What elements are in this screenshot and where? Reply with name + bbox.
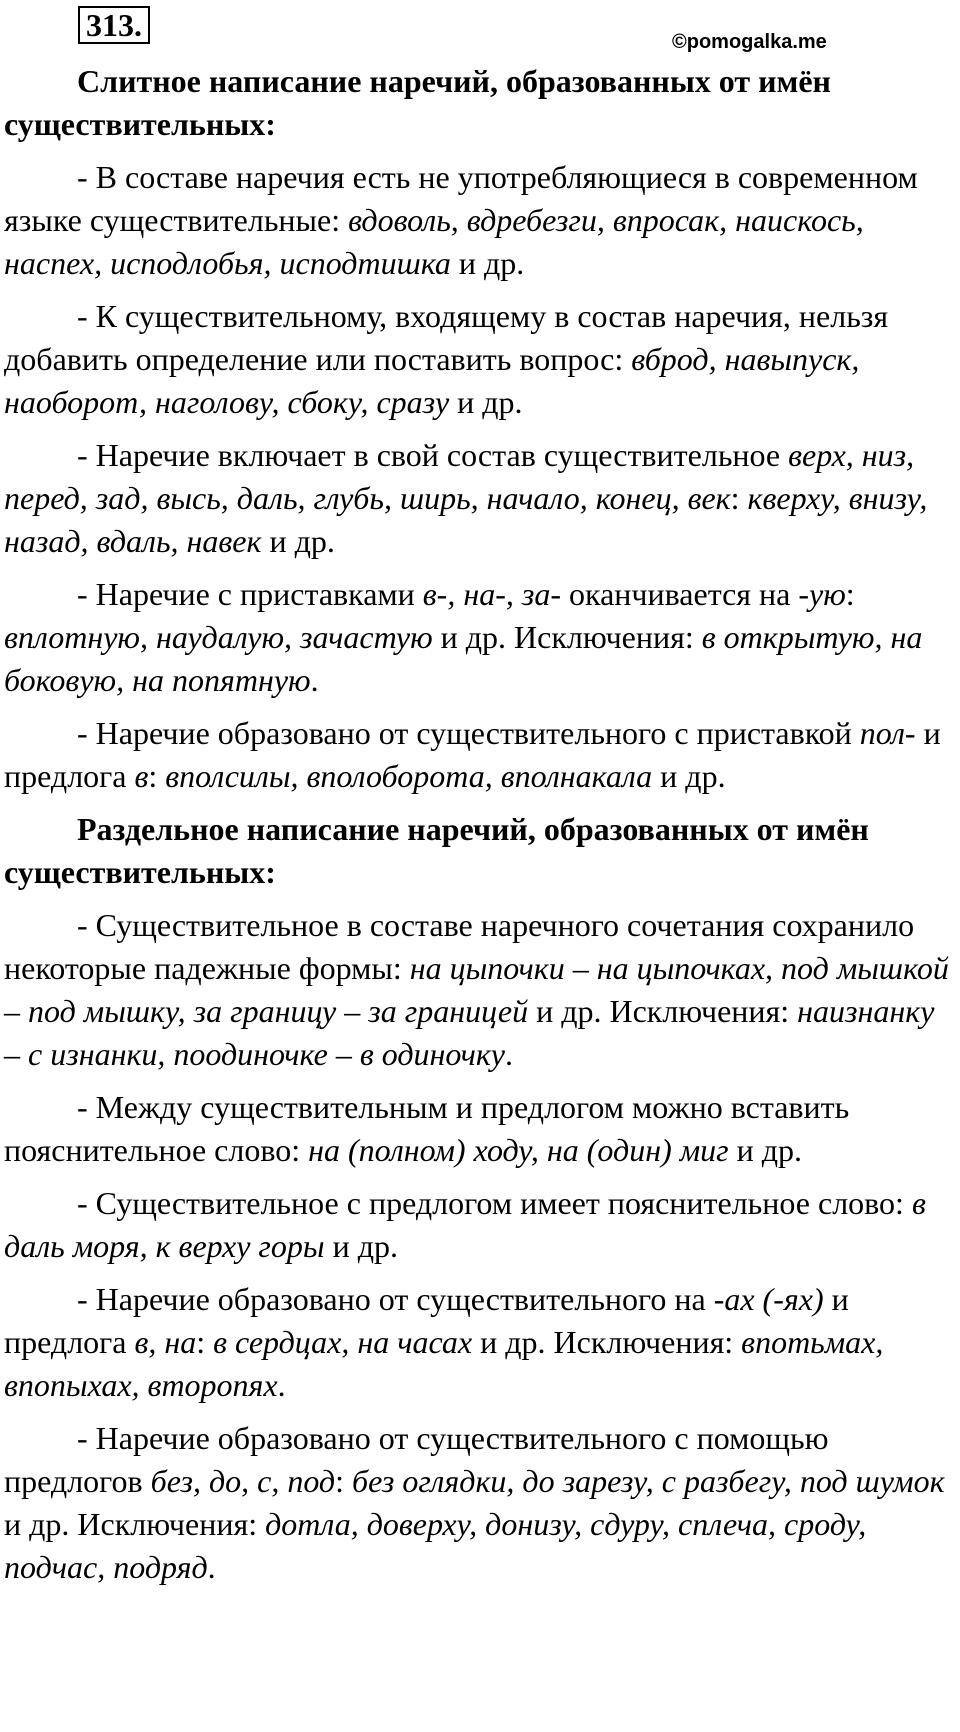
rule-text: - Наречие с приставками [77, 576, 423, 612]
rule-text: . [505, 1036, 513, 1072]
rule-text: и др. [261, 523, 335, 559]
rule-paragraph [4, 712, 956, 798]
rule-text: и предлога [4, 715, 941, 794]
example-words: верх, низ, перед, зад, высь, даль, глубь, ширь, начало, конец, век [4, 437, 915, 516]
example-words: вполсилы, вполоборота, вполнакала [165, 758, 653, 794]
rule-text: и др. [450, 245, 525, 281]
example-words: пол- [859, 715, 916, 751]
example-words: впотьмах, впопыхах, второпях [4, 1324, 884, 1403]
example-words: наизнанку – с изнанки, поодиночке – в одиночку [4, 993, 935, 1072]
rule-text: и др. Исключения: [472, 1324, 742, 1360]
rule-text: - Наречие включает в свой состав существительное [77, 437, 789, 473]
example-words: без, до, с, под [150, 1463, 336, 1499]
rule-text: и др. [652, 758, 726, 794]
example-words: вброд, навыпуск, наоборот, наголову, сбоку, сразу [4, 341, 860, 420]
rule-text: и предлога [4, 1281, 849, 1360]
rule-paragraph [4, 1417, 956, 1589]
rule-paragraph [4, 1278, 956, 1407]
rule-paragraph [4, 573, 956, 702]
rule-paragraph [4, 295, 956, 424]
example-words: на (полном) ходу, на (один) миг [308, 1132, 729, 1168]
example-words: -ах (-ях) [713, 1281, 824, 1317]
rule-text: . [310, 662, 319, 698]
watermark: ©pomogalka.me [672, 31, 827, 53]
example-words: -ую [798, 576, 846, 612]
rule-paragraph [4, 904, 956, 1076]
rule-text: оканчивается на [561, 576, 799, 612]
rule-text: : [335, 1463, 352, 1499]
rule-text: - Наречие образовано от существительного на [77, 1281, 714, 1317]
example-words: в, на [134, 1324, 197, 1360]
rule-text: - Наречие образовано от существительного с приставкой [77, 715, 860, 751]
rule-text: - Наречие образовано от существительного с помощью предлогов [4, 1420, 829, 1499]
rule-text: : [196, 1324, 214, 1360]
rule-text: - Между существительным и предлогом можно вставить пояснительное слово: [4, 1089, 850, 1168]
example-words: в [134, 758, 149, 794]
rule-paragraph [4, 1182, 956, 1268]
example-words: в открытую, на боковую, на попятную [4, 619, 923, 698]
rule-paragraph [4, 434, 956, 563]
section1-rules [4, 156, 956, 798]
section-heading-merged: Слитное написание наречий, образованных от имён существительных: [4, 63, 831, 142]
rule-paragraph [4, 156, 956, 285]
section2-rules [4, 904, 956, 1589]
rule-text: . [207, 1549, 216, 1585]
rule-text: . [277, 1367, 286, 1403]
rule-text: - Существительное в составе наречного сочетания сохранило некоторые падежные формы: [4, 907, 915, 986]
rule-text: и др. [324, 1228, 398, 1264]
example-words: дотла, доверху, донизу, сдуру, сплеча, сроду, подчас, подряд [4, 1506, 867, 1585]
rule-text: : [845, 576, 855, 612]
rule-text: - Существительное с предлогом имеет пояснительное слово: [77, 1185, 912, 1221]
section-heading-separate: Раздельное написание наречий, образованных от имён существительных: [4, 811, 869, 890]
example-words: на цыпочки – на цыпочках, под мышкой – под мышку, за границу – за границей [4, 950, 949, 1029]
rule-text: и др. Исключения: [4, 1506, 266, 1542]
rule-text: и др. [728, 1132, 803, 1168]
example-words: вплотную, наудалую, зачастую [4, 619, 433, 655]
example-words: в сердцах, на часах [213, 1324, 473, 1360]
rule-paragraph [4, 1086, 956, 1172]
exercise-number: 313. [78, 6, 150, 44]
rule-text: и др. Исключения: [528, 993, 798, 1029]
example-words: в даль моря, к верху горы [4, 1185, 926, 1264]
rule-text: - К существительному, входящему в состав наречия, нельзя добавить определение или поставить вопрос: [4, 298, 889, 377]
rule-text: и др. Исключения: [432, 619, 702, 655]
example-words: без оглядки, до зарезу, с разбегу, под шумок [352, 1463, 945, 1499]
content [4, 60, 956, 1599]
rule-text: : [148, 758, 166, 794]
example-words: кверху, внизу, назад, вдаль, навек [4, 480, 928, 559]
example-words: в-, на-, за- [422, 576, 561, 612]
example-words: вдоволь, вдребезги, впросак, наискось, наспех, исподлобья, исподтишка [4, 202, 864, 281]
rule-text: - В составе наречия есть не употребляющиеся в современном языке существительные: [4, 159, 918, 238]
rule-text: и др. [449, 384, 523, 420]
rule-text: : [730, 480, 748, 516]
